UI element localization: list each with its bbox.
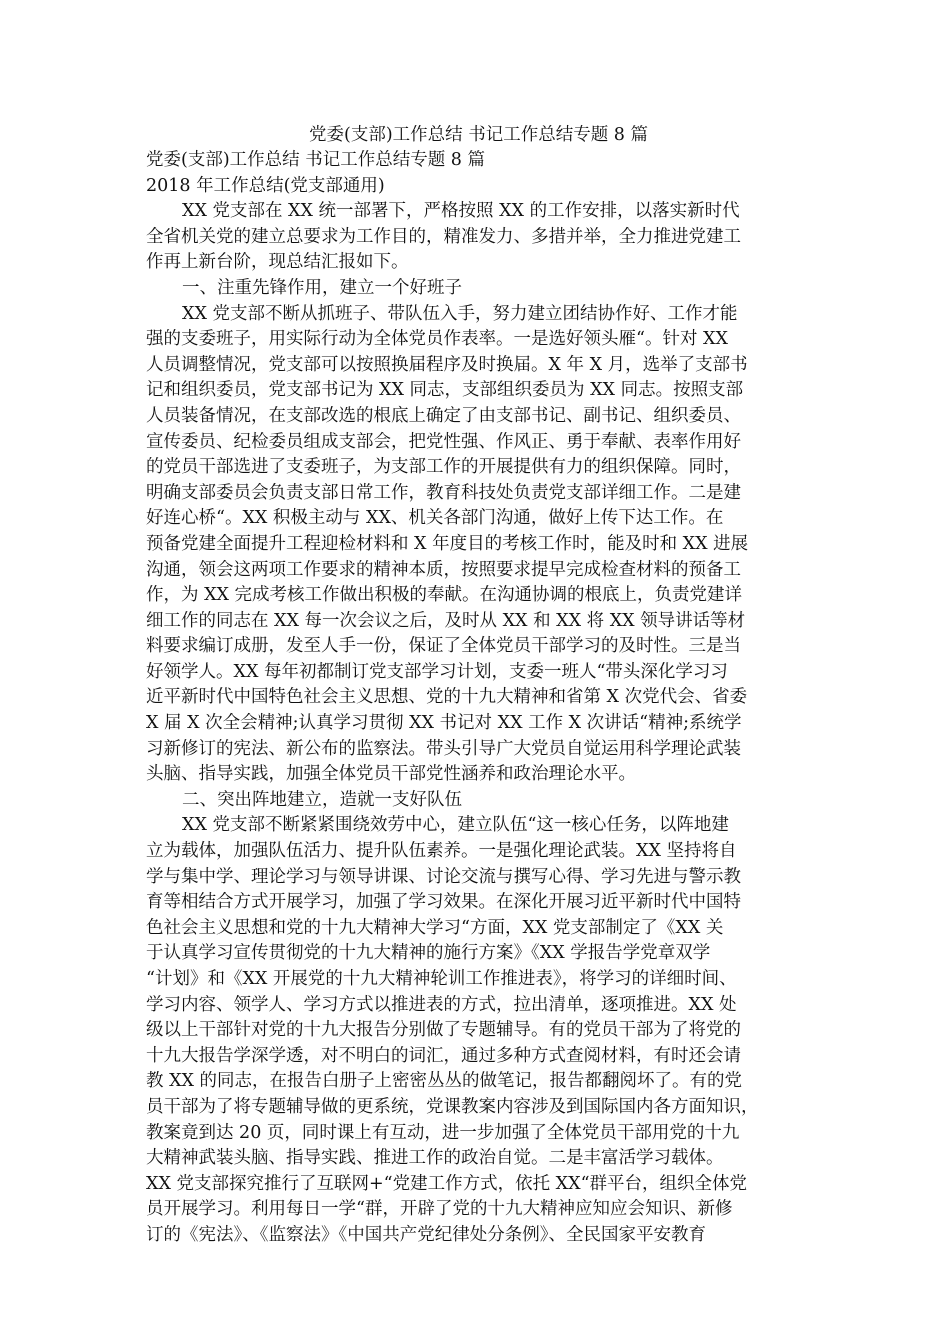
text-line: XX 党支部不断从抓班子、带队伍入手，努力建立团结协作好、工作才能 (182, 303, 738, 324)
text-line: 作再上新台阶，现总结汇报如下。 (146, 252, 409, 273)
text-line: 二、突出阵地建立，造就一支好队伍 (182, 789, 462, 810)
text-line: 立为载体，加强队伍活力、提升队伍素养。一是强化理论武装。XX 坚持将自 (146, 841, 737, 862)
text-line: 全省机关党的建立总要求为工作目的，精准发力、多措并举，全力推进党建工 (146, 226, 741, 247)
text-line: 学与集中学、理论学习与领导讲课、讨论交流与撰写心得、学习先进与警示教 (146, 866, 741, 887)
text-line: 细工作的同志在 XX 每一次会议之后，及时从 XX 和 XX 将 XX 领导讲话等材 (146, 610, 746, 631)
text-line: 育等相结合方式开展学习，加强了学习效果。在深化开展习近平新时代中国特 (146, 892, 741, 913)
text-line: 人员装备情况，在支部改选的根底上确定了由支部书记、副书记、组织委员、 (146, 405, 741, 426)
text-line: 十九大报告学深学透，对不明白的词汇，通过多种方式查阅材料，有时还会请 (146, 1045, 741, 1066)
text-line: 党委(支部)工作总结 书记工作总结专题 8 篇 (146, 150, 485, 170)
text-line: 教 XX 的同志，在报告白册子上密密丛丛的做笔记，报告都翻阅坏了。有的党 (146, 1071, 743, 1092)
document-body (146, 122, 811, 1249)
text-line: 大精神武装头脑、指导实践、推进工作的政治自觉。二是丰富活学习载体。 (146, 1148, 724, 1169)
text-line: XX 党支部探究推行了互联网+“党建工作方式，依托 XX“群平台，组织全体党 (146, 1173, 748, 1194)
text-line: 沟通，领会这两项工作要求的精神本质，按照要求提早完成检查材料的预备工 (146, 559, 741, 580)
text-line: 近平新时代中国特色社会主义思想、党的十九大精神和省第 X 次党代会、省委 (146, 687, 748, 708)
text-line: 记和组织委员，党支部书记为 XX 同志，支部组织委员为 XX 同志。按照支部 (146, 380, 744, 401)
text-line: 明确支部委员会负责支部日常工作，教育科技处负责党支部详细工作。二是建 (146, 482, 741, 503)
text-line: 学习内容、领学人、学习方式以推进表的方式，拉出清单，逐项推进。XX 处 (146, 994, 737, 1015)
text-line: X 届 X 次全会精神;认真学习贯彻 XX 书记对 XX 工作 X 次讲话“精神;系统学 (146, 713, 742, 734)
text-line: 作，为 XX 完成考核工作做出积极的奉献。在沟通协调的根底上，负责党建详 (146, 585, 743, 606)
text-line: 级以上干部针对党的十九大报告分别做了专题辅导。有的党员干部为了将党的 (146, 1020, 741, 1041)
text-line: 一、注重先锋作用，建立一个好班子 (182, 277, 462, 298)
text-line: 员干部为了将专题辅导做的更系统，党课教案内容涉及到国际国内各方面知识， (146, 1096, 759, 1117)
text-line: 强的支委班子，用实际行动为全体党员作表率。一是选好领头雁“。针对 XX (146, 329, 728, 350)
text-line: 料要求编订成册，发至人手一份，保证了全体党员干部学习的及时性。三是当 (146, 636, 741, 657)
text-line: 习新修订的宪法、新公布的监察法。带头引导广大党员自觉运用科学理论武装 (146, 738, 741, 759)
text-line: 订的《宪法》、《监察法》《中国共产党纪律处分条例》、全民国家平安教育 (146, 1224, 706, 1245)
text-line: 人员调整情况，党支部可以按照换届程序及时换届。X 年 X 月，选举了支部书 (146, 354, 748, 375)
document-text (146, 148, 811, 1249)
text-line: 预备党建全面提升工程迎检材料和 X 年度目的考核工作时，能及时和 XX 进展 (146, 533, 749, 554)
text-line: 2018 年工作总结(党支部通用) (146, 175, 385, 196)
text-line: 宣传委员、纪检委员组成支部会，把党性强、作风正、勇于奉献、表率作用好 (146, 431, 741, 452)
text-line: 色社会主义思想和党的十九大精神大学习“方面，XX 党支部制定了《XX 关 (146, 917, 724, 938)
text-line: 头脑、指导实践，加强全体党员干部党性涵养和政治理论水平。 (146, 764, 636, 785)
text-line: 好连心桥“。XX 积极主动与 XX、机关各部门沟通，做好上传下达工作。在 (146, 508, 724, 529)
text-line: XX 党支部在 XX 统一部署下，严格按照 XX 的工作安排，以落实新时代 (182, 201, 740, 222)
text-line: XX 党支部不断紧紧围绕效劳中心，建立队伍“这一核心任务，以阵地建 (182, 815, 729, 836)
text-line: 教案竟到达 20 页，同时课上有互动，进一步加强了全体党员干部用党的十九 (146, 1122, 740, 1143)
text-line: 的党员干部选进了支委班子，为支部工作的开展提供有力的组织保障。同时， (146, 457, 741, 478)
text-line: 于认真学习宣传贯彻党的十九大精神的施行方案》《XX 学报告学党章双学 (146, 943, 711, 964)
text-line: 好领学人。XX 每年初都制订党支部学习计划，支委一班人“带头深化学习习 (146, 661, 728, 682)
text-line: “计划》和《XX 开展党的十九大精神轮训工作推进表》，将学习的详细时间、 (146, 969, 737, 989)
document-title: 党委(支部)工作总结 书记工作总结专题 8 篇 (309, 125, 648, 145)
text-line: 员开展学习。利用每日一学“群，开辟了党的十九大精神应知应会知识、新修 (146, 1199, 733, 1220)
